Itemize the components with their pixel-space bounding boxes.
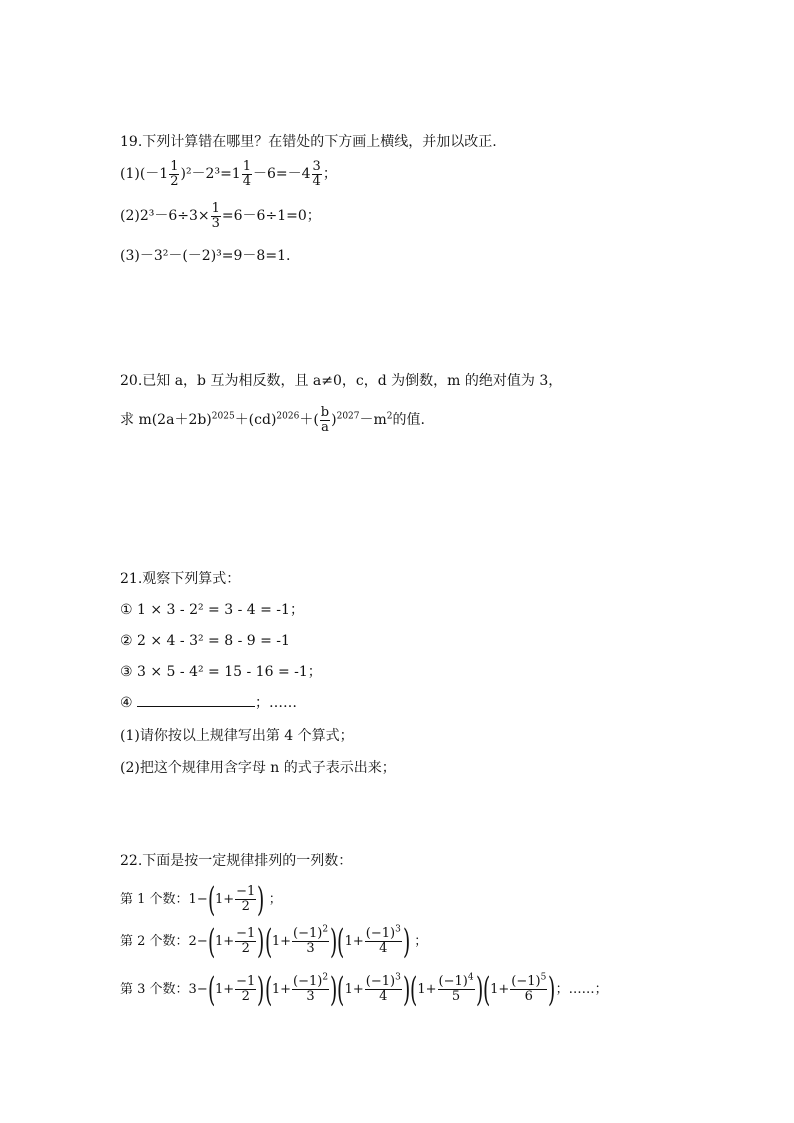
q19-p2-text: (2)2³－6÷3× xyxy=(120,208,210,225)
fraction: $\frac{(-1)^3}{4}$ xyxy=(365,925,401,956)
fraction: $\frac{(-1)^3}{4}$ xyxy=(365,973,401,1004)
answer-blank xyxy=(137,694,255,707)
exponent: 2025 xyxy=(211,411,235,422)
fraction: $\frac{-1}{2}$ xyxy=(236,974,256,1004)
q19-p1-text: －6=－4 xyxy=(253,166,311,183)
q19-title: 19.下列计算错在哪里？在错处的下方画上横线，并加以改正. xyxy=(120,134,497,150)
q19-p1-text: ； xyxy=(322,166,337,183)
q19-part2 xyxy=(120,202,321,230)
q22-item3: 第 3 个数：3−(1+ $\frac{-1}{2}$ )(1+ $\frac{(-1)^2}{3}$ )(1+ $\frac{(-1)^3}{4}$ )(1+ $\frac{(-1)^4}{5}$ )(1+ $\frac{(-1)^5}{6}$ )；……； xyxy=(120,969,608,1010)
fraction: $\frac{1}{4}$ xyxy=(242,159,251,189)
q22-item1: 第 1 个数：1−(1+ $\frac{-1}{2}$ ) ； xyxy=(120,879,282,920)
q19-part3: (3)－3²－(－2)³=9－8=1. xyxy=(120,248,291,264)
fraction: $\frac{(-1)^5}{6}$ xyxy=(511,973,547,1004)
fraction: $\frac{1}{3}$ xyxy=(211,201,220,231)
q19-part1 xyxy=(120,160,337,188)
fraction: $\frac{(-1)^4}{5}$ xyxy=(438,973,474,1004)
q21-sub1: (1)请你按以上规律写出第 4 个算式； xyxy=(120,728,354,744)
fraction: $\frac{(-1)^2}{3}$ xyxy=(293,973,329,1004)
q19-p1-text: (1)(－1 xyxy=(120,166,169,183)
q20-line2 xyxy=(120,406,425,434)
q20-text: 求 m(2a＋2b) xyxy=(120,412,212,429)
q22-title: 22.下面是按一定规律排列的一列数： xyxy=(120,853,353,869)
q22-label: 第 2 个数： xyxy=(120,934,189,949)
q21-row3: ③ 3 × 5 - 4² = 15 - 16 = -1； xyxy=(120,664,322,680)
exponent: 2026 xyxy=(276,411,300,422)
fraction: $\frac{b}{a}$ xyxy=(320,405,330,435)
q20-text: －m xyxy=(359,412,387,429)
exponent: 2027 xyxy=(336,411,360,422)
q20-text: ＋( xyxy=(299,412,319,429)
q21-sub2: (2)把这个规律用含字母 n 的式子表示出来； xyxy=(120,760,396,776)
q19-p1-text: )²－2³=1 xyxy=(180,166,241,183)
q21-row4 xyxy=(120,694,297,712)
fraction: $\frac{3}{4}$ xyxy=(312,159,321,189)
q20-text: 的值. xyxy=(392,412,425,429)
q21-r4-label: ④ xyxy=(120,695,133,711)
q20-text: ) xyxy=(331,412,337,429)
q22-label: 第 1 个数： xyxy=(120,892,189,907)
q21-row2: ② 2 × 4 - 3² = 8 - 9 = -1 xyxy=(120,633,290,649)
q22-label: 第 3 个数： xyxy=(120,982,189,997)
fraction: $\frac{-1}{2}$ xyxy=(236,926,256,956)
q20-line1: 20.已知 a，b 互为相反数，且 a≠0，c，d 为倒数，m 的绝对值为 3， xyxy=(120,373,563,389)
q22-sep: ； xyxy=(414,934,428,949)
fraction: $\frac{1}{2}$ xyxy=(170,159,179,189)
q20-text: ＋(cd) xyxy=(234,412,277,429)
q21-r4-tail: ；…… xyxy=(255,695,298,711)
q22-sep: ； xyxy=(268,892,282,907)
q21-row1: ① 1 × 3 - 2² = 3 - 4 = -1； xyxy=(120,602,304,618)
q22-item2: 第 2 个数：2−(1+ $\frac{-1}{2}$ )(1+ $\frac{(-1)^2}{3}$ )(1+ $\frac{(-1)^3}{4}$ ) ； xyxy=(120,921,428,962)
fraction: $\frac{-1}{2}$ xyxy=(236,884,256,914)
fraction: $\frac{(-1)^2}{3}$ xyxy=(293,925,329,956)
q19-p2-text: =6－6÷1=0； xyxy=(221,208,321,225)
exponent: 2 xyxy=(386,411,393,422)
q21-title: 21.观察下列算式： xyxy=(120,571,241,587)
q22-tail: ；……； xyxy=(555,982,608,997)
